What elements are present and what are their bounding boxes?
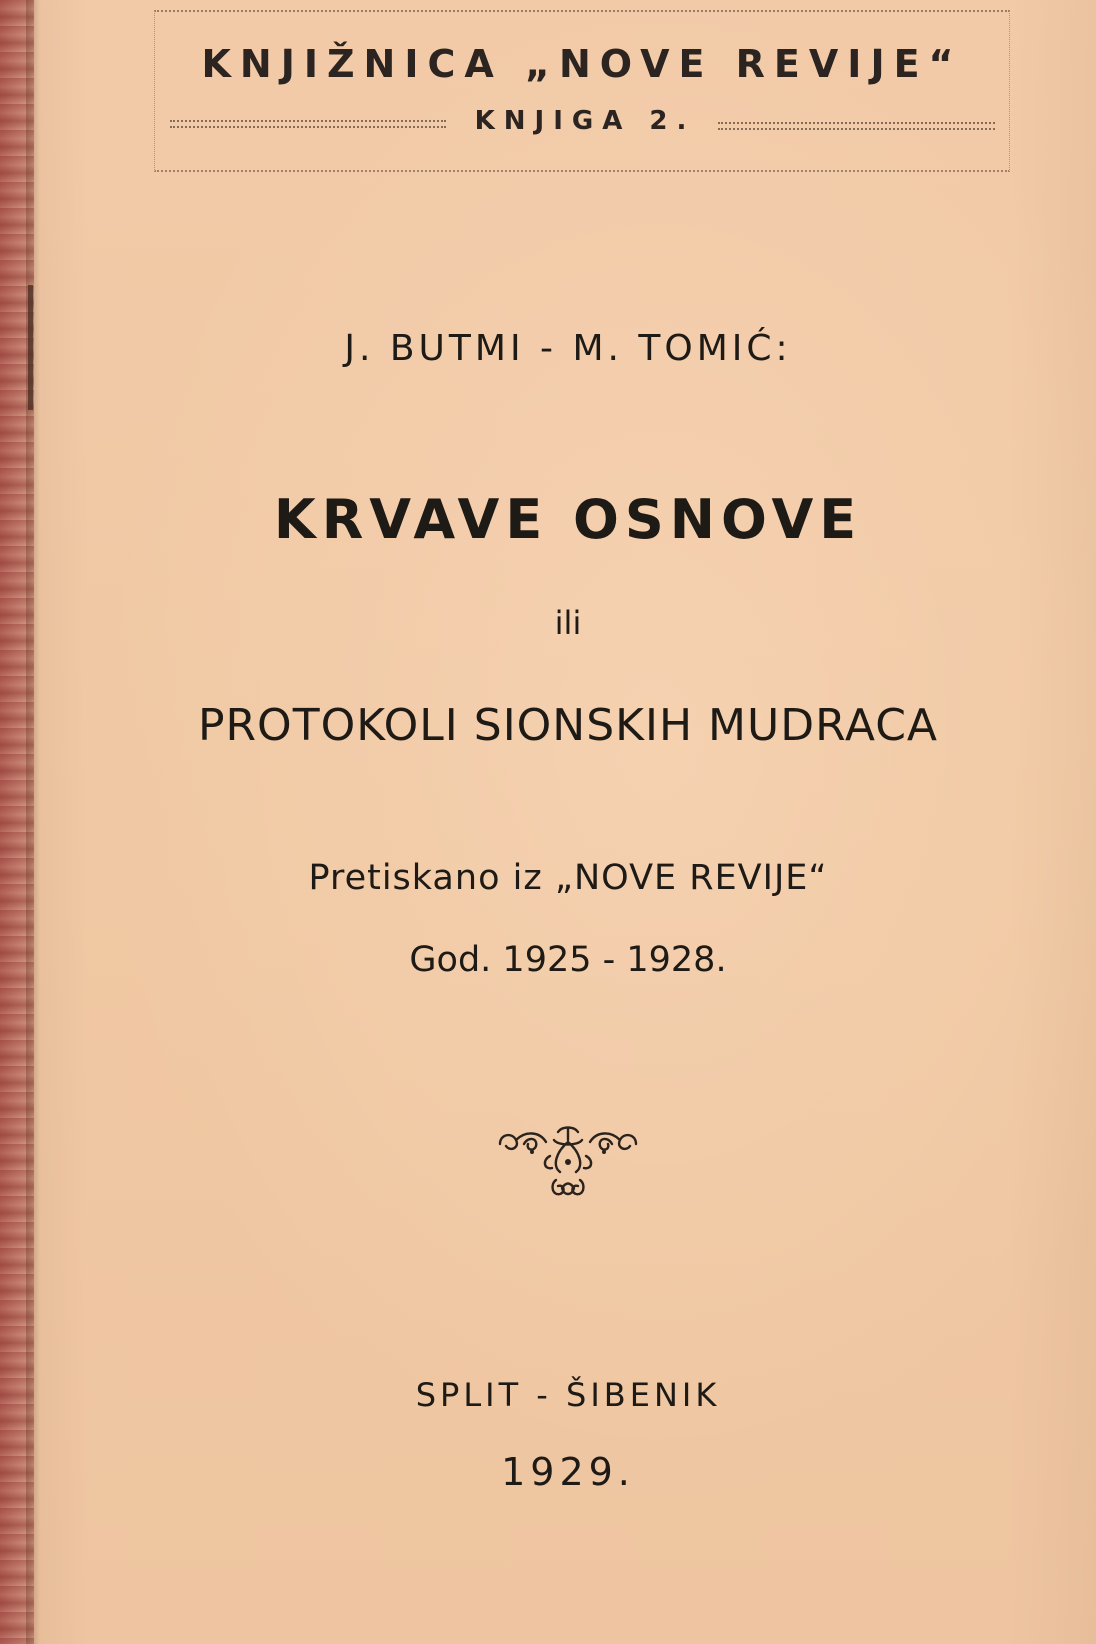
main-title: KRVAVE OSNOVE — [273, 488, 863, 551]
authors: J. BUTMI - M. TOMIĆ: — [344, 328, 792, 369]
series-title: KNJIŽNICA „NOVE REVIJE“ — [201, 42, 963, 86]
reprint-note: Pretiskano iz „NOVE REVIJE“ — [308, 858, 828, 898]
spine-shadow — [26, 0, 40, 1644]
dotted-rule-right — [718, 122, 995, 130]
subtitle: PROTOKOLI SIONSKIH MUDRACA — [197, 700, 939, 751]
publication-place: SPLIT - ŠIBENIK — [415, 1376, 721, 1414]
book-number: KNJIGA 2. — [474, 106, 696, 136]
publication-year: 1929. — [501, 1450, 635, 1494]
series-header-frame — [154, 10, 1010, 172]
floral-ornament-icon — [494, 1122, 642, 1202]
dotted-rule-left — [170, 120, 446, 128]
publication-years: God. 1925 - 1928. — [409, 940, 727, 980]
title-conjunction: ili — [554, 604, 582, 642]
book-number-row — [170, 106, 995, 142]
spine-binding-mark — [28, 285, 33, 410]
